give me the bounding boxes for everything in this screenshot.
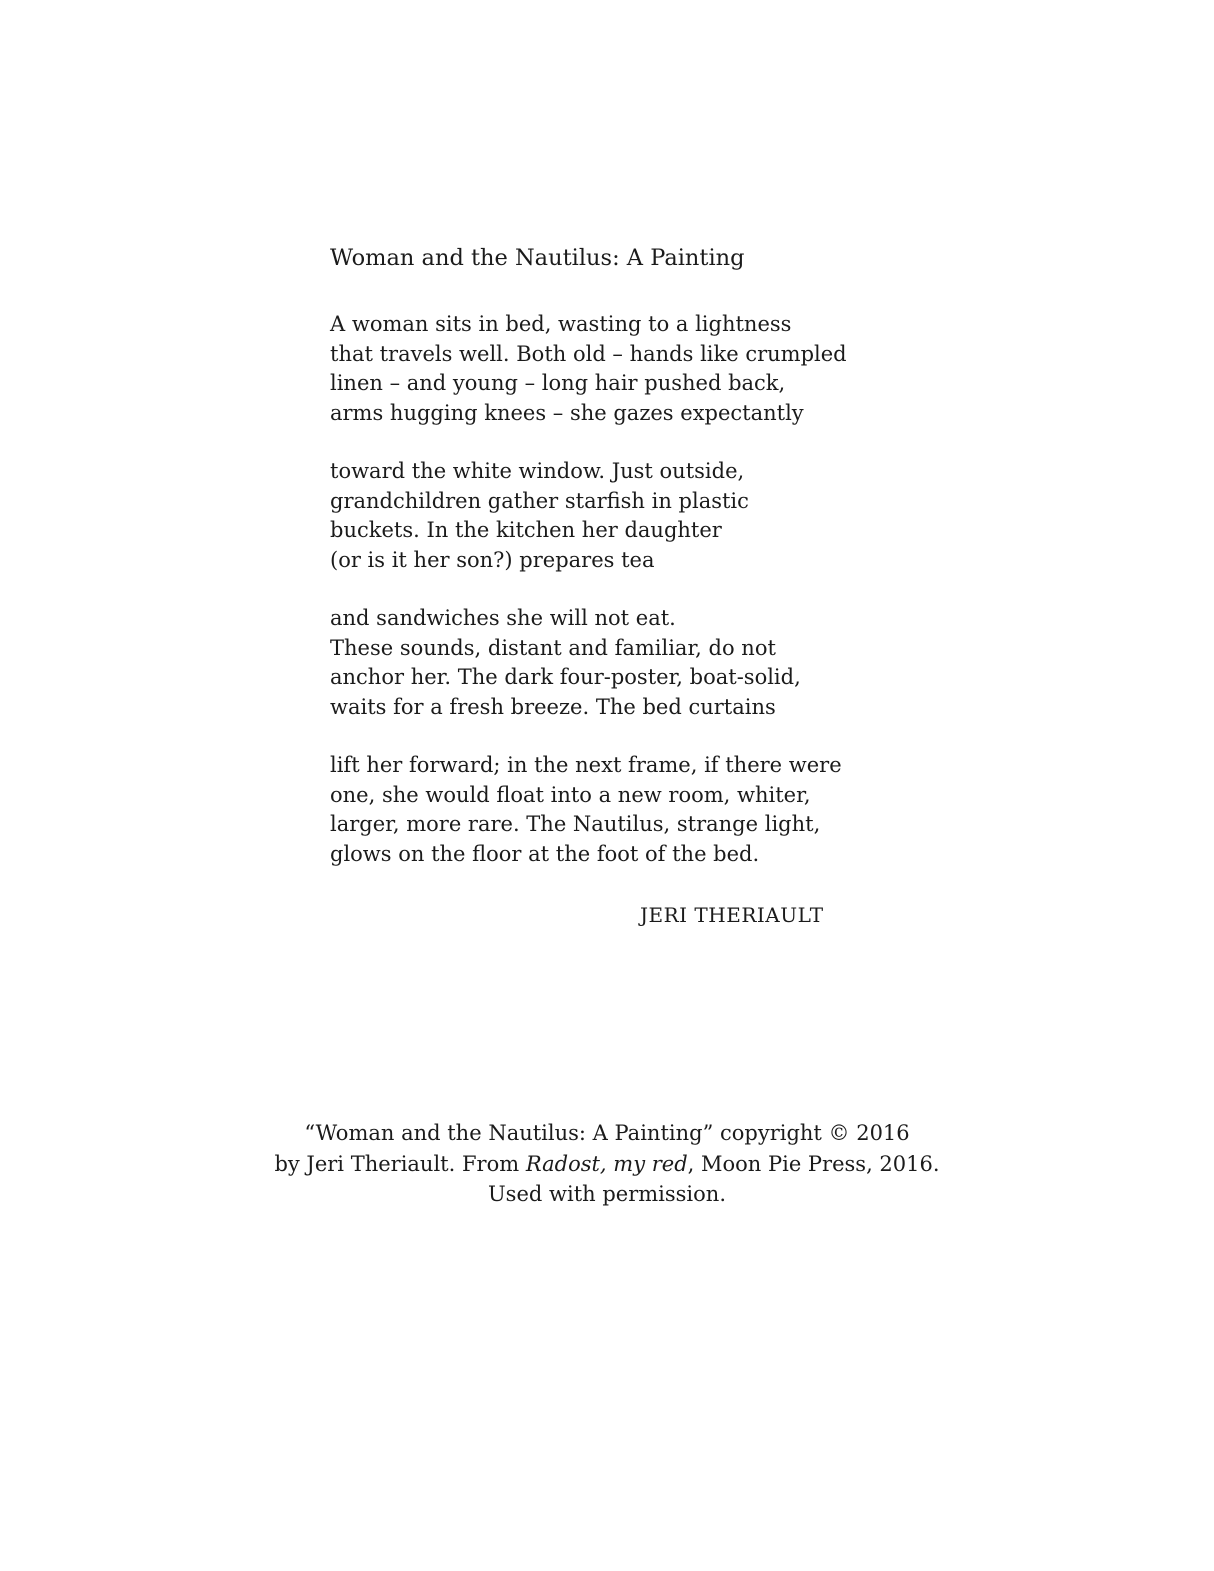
copyright-line-text: , Moon Pie Press, 2016. [687,1151,940,1176]
poem-line: waits for a fresh breeze. The bed curtains [330,694,776,719]
poem-line: lift her forward; in the next frame, if there were [330,753,842,777]
poem-line: These sounds, distant and familiar, do not [330,635,776,660]
poem-line: linen – and young – long hair pushed back, [330,371,786,395]
book-title: Radost, my red [525,1151,688,1176]
poem-line: buckets. In the kitchen her daughter [330,518,722,542]
poem-line: glows on the floor at the foot of the bed. [330,841,760,866]
stanza-3 [330,604,847,722]
poem-line: A woman sits in bed, wasting to a lightness [330,312,792,336]
poem-line: toward the white window. Just outside, [330,459,745,483]
poem-line: and sandwiches she will not eat. [330,606,676,630]
poem-title: Woman and the Nautilus: A Painting [330,245,745,271]
poem-line: grandchildren gather starfish in plastic [330,488,749,513]
stanza-4 [330,751,847,869]
copyright-line: “Woman and the Nautilus: A Painting” copyright © 2016 [304,1121,910,1145]
stanza-2 [330,457,847,575]
poem-line: one, she would float into a new room, whiter, [330,782,811,807]
poem-line: larger, more rare. The Nautilus, strange light, [330,812,821,836]
poem-line: arms hugging knees – she gazes expectantly [330,400,804,425]
poem-line: (or is it her son?) prepares tea [330,547,655,572]
stanza-1 [330,310,847,428]
copyright-line [0,1149,1214,1180]
copyright-line: Used with permission. [487,1182,726,1206]
author-attribution: JERI THERIAULT [640,903,824,927]
copyright-notice [0,1118,1214,1210]
poem-line: that travels well. Both old – hands like crumpled [330,341,847,366]
poem [330,243,847,928]
copyright-line-text: by Jeri Theriault. From [274,1151,526,1176]
poem-line: anchor her. The dark four-poster, boat-solid, [330,665,801,689]
